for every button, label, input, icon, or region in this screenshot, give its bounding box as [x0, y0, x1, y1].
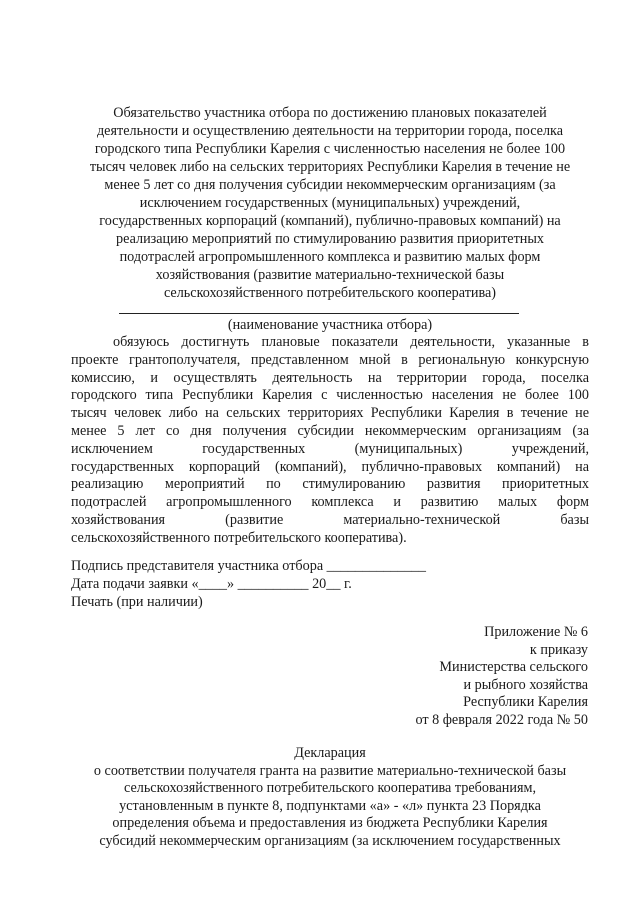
appendix-line: Республики Карелия: [463, 694, 588, 711]
commitment-body: [71, 334, 589, 548]
body-line: комиссию, и осуществлять деятельность на территории города, поселка: [71, 369, 589, 386]
representative-signature-line: Подпись представителя участника отбора ______________: [71, 558, 426, 574]
declaration-line: сельскохозяйственного потребительского кооператива требованиям,: [123, 780, 537, 797]
title-line: подотраслей агропромышленного комплекса и развитию малых форм: [119, 249, 541, 265]
body-line: подотраслей агропромышленного комплекса и развитию малых форм: [71, 494, 589, 511]
body-line: реализацию мероприятий по стимулированию развития приоритетных: [71, 476, 589, 493]
appendix-line: от 8 февраля 2022 года № 50: [415, 711, 588, 728]
title-line: Обязательство участника отбора по достижению плановых показателей: [113, 105, 547, 121]
declaration-line: установленным в пункте 8, подпунктами «а» - «л» пункта 23 Порядка: [119, 797, 541, 814]
body-line: проекте грантополучателя, представленном мной в региональную конкурсную: [71, 351, 589, 368]
declaration-line: определения объема и предоставления из бюджета Республики Карелия: [112, 815, 548, 832]
declaration-line: субсидий некоммерческим организациям (за исключением государственных: [99, 832, 561, 849]
commitment-title: [60, 104, 600, 302]
body-line: обязуюсь достигнуть плановые показатели деятельности, указанные в: [113, 334, 589, 350]
title-line: хозяйствования (развитие материально-технической базы: [155, 267, 505, 283]
declaration-line: о соответствии получателя гранта на развитие материально-технической базы: [93, 762, 567, 779]
appendix-line: Приложение № 6: [484, 624, 588, 640]
body-line: тысяч человек либо на сельских территориях Республики Карелия в течение не: [71, 405, 589, 422]
title-line: деятельности и осуществлению деятельности на территории города, поселка: [96, 123, 564, 139]
application-date-line: Дата подачи заявки «____» __________ 20__ г.: [71, 575, 352, 592]
body-line: хозяйствования (развитие материально-технической базы: [71, 511, 589, 528]
appendix-header: [415, 624, 588, 730]
body-line: исключением государственных (муниципальных) учреждений,: [71, 440, 589, 457]
stamp-line: Печать (при наличии): [71, 593, 203, 610]
title-line: реализацию мероприятий по стимулированию развития приоритетных: [116, 231, 544, 247]
signature-block: [71, 558, 426, 611]
title-line: исключением государственных (муниципальных) учреждений,: [139, 195, 521, 211]
body-line: государственных корпораций (компаний), публично-правовых компаний) на: [71, 458, 589, 475]
declaration-heading: [60, 745, 600, 851]
declaration-line: Декларация: [294, 745, 366, 761]
title-line: менее 5 лет со дня получения субсидии некоммерческим организациям (за: [104, 177, 556, 193]
title-line: городского типа Республики Карелия с численностью населения не более 100: [94, 141, 566, 157]
body-line: городского типа Республики Карелия с численностью населения не более 100: [71, 387, 589, 404]
participant-name-blank-line: [119, 313, 519, 314]
title-line: сельскохозяйственного потребительского кооператива): [163, 285, 497, 301]
participant-name-caption: (наименование участника отбора): [227, 317, 433, 333]
body-line: сельскохозяйственного потребительского кооператива).: [71, 529, 407, 546]
appendix-line: и рыбного хозяйства: [463, 676, 588, 693]
body-line: менее 5 лет со дня получения субсидии некоммерческим организациям (за: [71, 422, 589, 439]
appendix-line: Министерства сельского: [439, 659, 588, 676]
title-line: тысяч человек либо на сельских территориях Республики Карелия в течение не: [89, 159, 571, 175]
appendix-line: к приказу: [529, 641, 588, 658]
title-line: государственных корпораций (компаний), публично-правовых компаний) на: [99, 213, 561, 229]
